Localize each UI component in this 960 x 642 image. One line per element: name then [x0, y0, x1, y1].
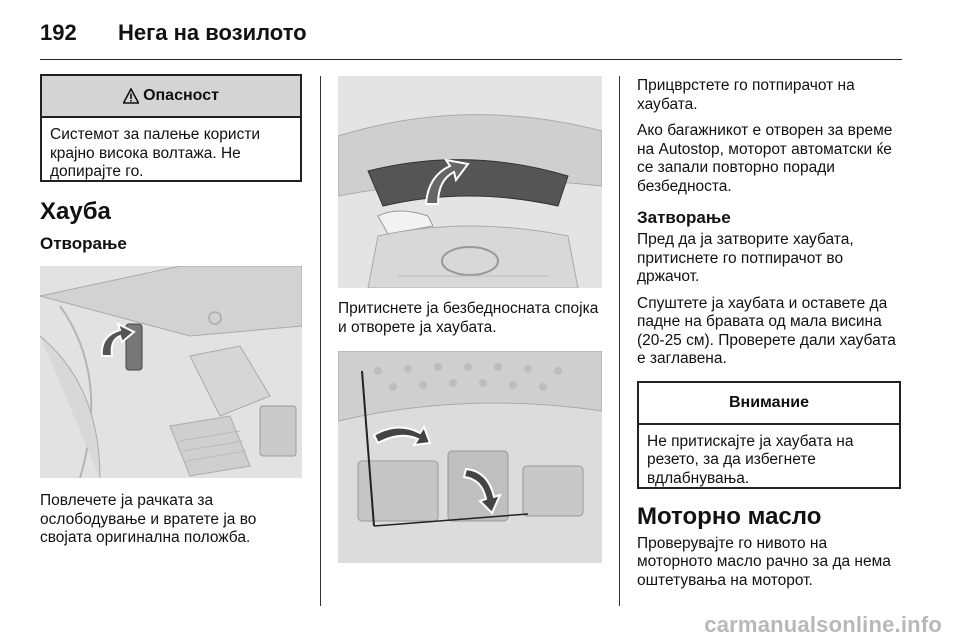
hood-release-lever-drawing [40, 266, 302, 478]
para-check-oil-level: Проверувајте го нивото на моторното масло рачно за да нема оштетувања на моторот. [637, 534, 891, 589]
para-autostop-note: Ако багажникот е отворен за време на Autostop, моторот автоматски ќе се запали повторно поради безбедноста. [637, 122, 893, 195]
notice-box [637, 381, 901, 489]
page-title: Нега на возилото [118, 20, 307, 45]
danger-box-body: Системот за палење користи крајно висока волтажа. Не допирајте го. [50, 126, 261, 180]
caption-pull-lever: Повлечете ја рачката за ослободување и вратете ја во својата оригинална положба. [40, 492, 257, 546]
para-lower-hood: Спуштете ја хаубата и оставете да падне на бравата од мала висина (20-25 см). Проверете дали хаубата е заглавена. [637, 294, 896, 367]
header-divider [40, 59, 902, 60]
section-title-engine-oil: Моторно масло [637, 502, 822, 530]
hood-safety-catch-illustration [338, 76, 602, 288]
hood-release-lever-illustration [40, 266, 302, 478]
section-title-hood: Хауба [40, 198, 111, 225]
subsection-title-opening: Отворање [40, 234, 127, 253]
notice-box-header [639, 383, 899, 425]
column-3 [637, 74, 901, 590]
danger-box [40, 74, 302, 182]
watermark: carmanualsonline.info [704, 612, 942, 637]
column-2 [338, 74, 602, 563]
column-divider-2 [619, 76, 620, 606]
hood-safety-catch-drawing [338, 76, 602, 288]
engine-bay-prop-rod-drawing [338, 351, 602, 563]
subsection-title-closing: Затворање [637, 208, 731, 227]
danger-box-header [42, 76, 300, 118]
danger-box-title: Опасност [143, 87, 219, 104]
column-divider-1 [320, 76, 321, 606]
column-1 [40, 74, 302, 548]
warning-triangle-icon [123, 88, 139, 104]
para-press-prop-rod: Пред да ја затворите хаубата, притиснете го потпирачот во држачот. [637, 231, 854, 285]
page-number: 192 [40, 20, 77, 45]
notice-box-title: Внимание [729, 393, 809, 411]
para-secure-prop-rod: Прицврстете го потпирачот на хаубата. [637, 77, 855, 113]
notice-box-body: Не притискајте ја хаубата на резето, за да избегнете вдлабнувања. [647, 432, 854, 487]
caption-press-safety-catch: Притиснете ја безбедносната спојка и отворете ја хаубата. [338, 300, 599, 336]
page-header [40, 14, 902, 58]
engine-bay-prop-rod-illustration [338, 351, 602, 563]
